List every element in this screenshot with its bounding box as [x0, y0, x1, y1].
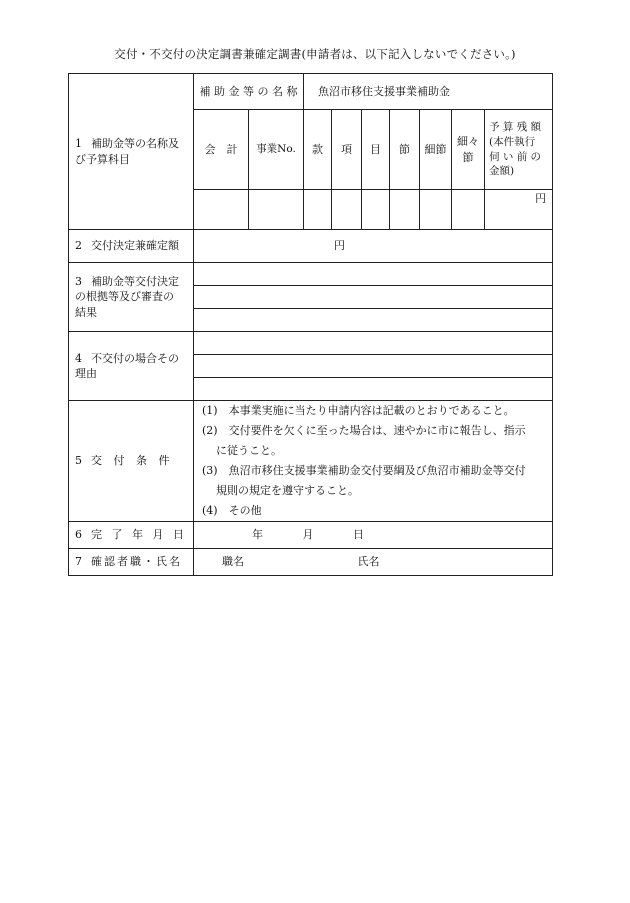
decision-basis-line-1 — [194, 263, 553, 286]
decision-basis-line-2 — [194, 286, 553, 309]
subsidy-name-value: 魚沼市移住支援事業補助金 — [304, 74, 553, 110]
condition-3-cont: 規則の規定を遵守すること。 — [216, 484, 359, 497]
non-grant-reason-label: 4 不交付の場合その 理由 — [69, 332, 194, 401]
saisai-setsu-cell — [452, 190, 485, 230]
condition-3: (3) 魚沼市移住支援事業補助金交付要綱及び魚沼市補助金等交付 — [202, 464, 526, 477]
non-grant-reason-line-1 — [194, 332, 553, 355]
document-title: 交付・不交付の決定調書兼確定調書(申請者は、以下記入しないでください。) — [114, 47, 516, 61]
kaikei-header: 会 計 — [194, 110, 249, 190]
kaikei-cell — [194, 190, 249, 230]
decision-form-table — [68, 73, 553, 576]
grant-conditions-cell — [194, 401, 553, 522]
kan-cell — [304, 190, 332, 230]
moku-cell — [362, 190, 390, 230]
setsu-cell — [390, 190, 420, 230]
decision-basis-line-3 — [194, 309, 553, 332]
condition-2: (2) 交付要件を欠くに至った場合は、速やかに市に報告し、指示 — [202, 424, 526, 437]
subsidy-name-header: 補 助 金 等 の 名 称 — [194, 74, 304, 110]
kou-cell — [332, 190, 362, 230]
completion-date-cell: 年 月 日 — [194, 522, 553, 549]
saisetsu-cell — [420, 190, 452, 230]
condition-1: (1) 本事業実施に当たり申請内容は記載のとおりであること。 — [202, 404, 515, 417]
budget-remaining-header: 予 算 残 額 (本件執行 伺 い 前 の 金額) — [485, 110, 553, 190]
kou-header: 項 — [332, 110, 362, 190]
saisetsu-header: 細節 — [420, 110, 452, 190]
setsu-header: 節 — [390, 110, 420, 190]
grant-conditions-label: 5 交 付 条 件 — [69, 401, 194, 522]
confirmer-label: 7 確認者職・氏名 — [69, 549, 194, 576]
decision-amount-label: 2 交付決定兼確定額 — [69, 230, 194, 263]
condition-2-cont: に従うこと。 — [216, 444, 282, 457]
jigyo-no-header: 事業No. — [249, 110, 304, 190]
budget-remaining-cell: 円 — [485, 190, 553, 230]
non-grant-reason-line-2 — [194, 355, 553, 378]
kan-header: 款 — [304, 110, 332, 190]
saisai-setsu-header: 細々 節 — [452, 110, 485, 190]
condition-4: (4) その他 — [202, 504, 262, 517]
jigyo-no-cell — [249, 190, 304, 230]
completion-date-label: 6 完 了 年 月 日 — [69, 522, 194, 549]
moku-header: 目 — [362, 110, 390, 190]
non-grant-reason-line-3 — [194, 378, 553, 401]
decision-basis-label: 3 補助金等交付決定 の根拠等及び審査の 結果 — [69, 263, 194, 332]
confirmer-cell: 職名 氏名 — [194, 549, 553, 576]
budget-subject-label: 1 補助金等の名称及 び予算科目 — [69, 74, 194, 230]
decision-amount-cell: 円 — [194, 230, 553, 263]
